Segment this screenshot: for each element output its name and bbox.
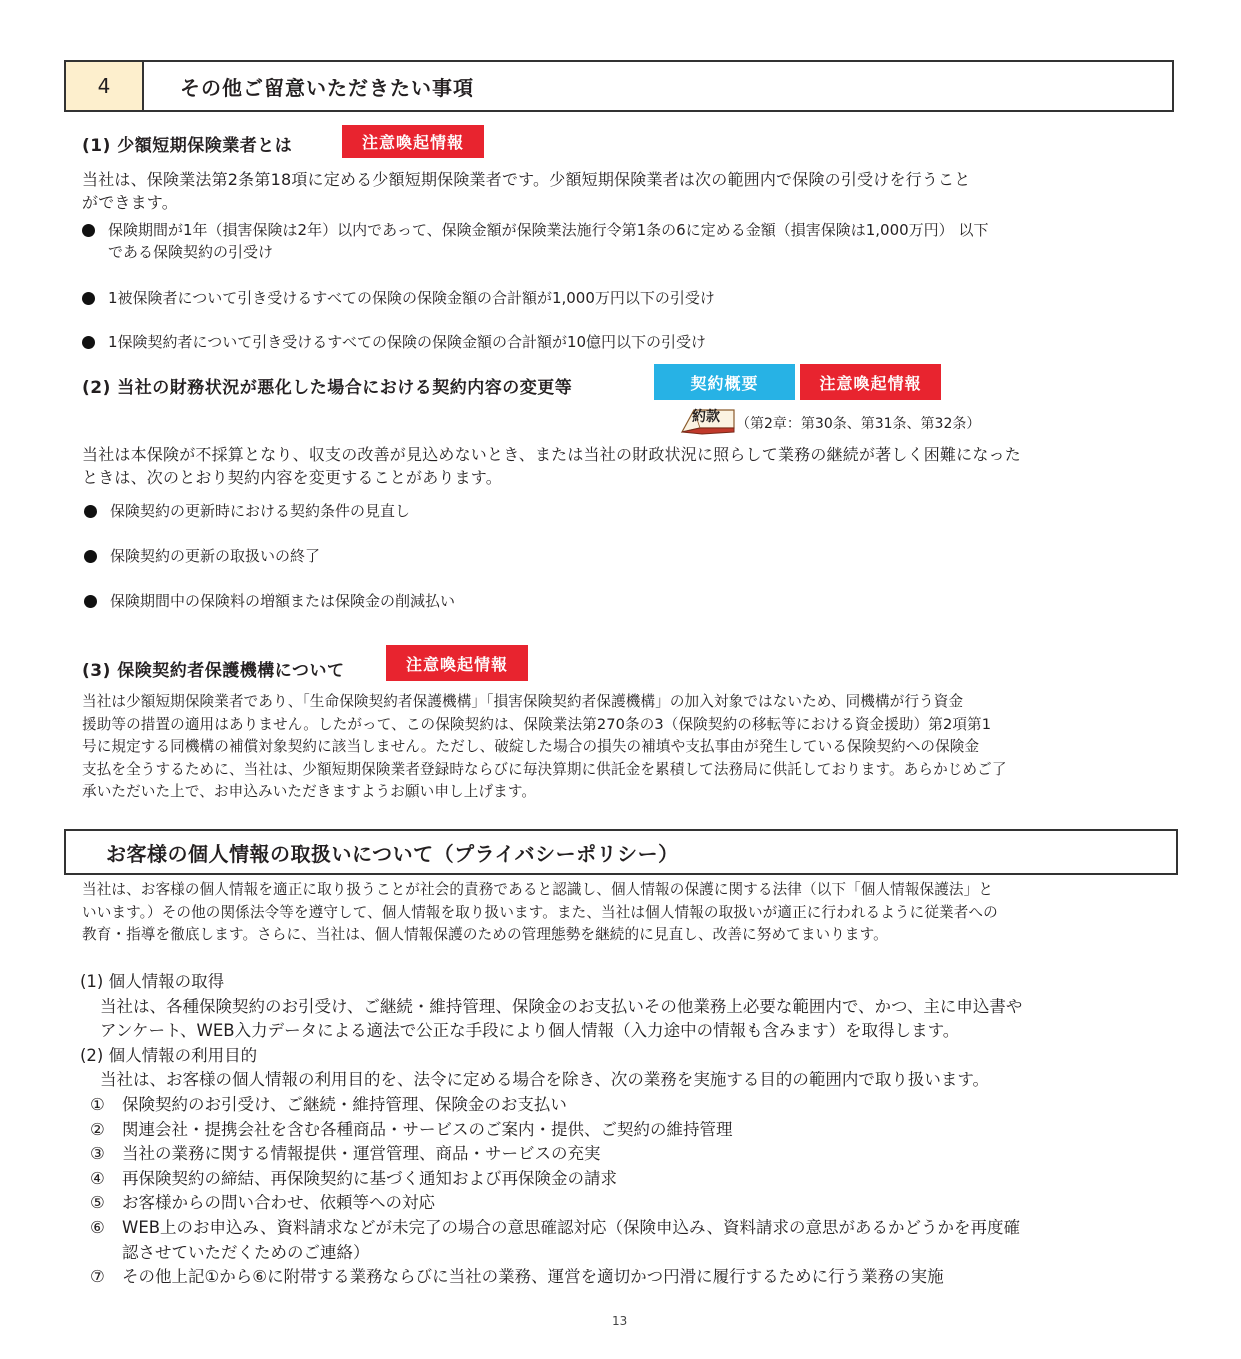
- bullet-icon: [82, 224, 95, 237]
- list-item: [108, 219, 988, 263]
- purpose-item: [80, 1191, 1022, 1216]
- bullet-icon: [84, 550, 97, 563]
- text-line: 当社は、保険業法第2条第18項に定める少額短期保険業者です。少額短期保険業者は次の範囲内で保険の引受けを行うこと: [82, 170, 971, 189]
- list-item: 保険期間中の保険料の増額または保険金の削減払い: [110, 592, 456, 610]
- text-line: ができます。: [82, 193, 178, 212]
- text-line: いいます。）その他の関係法令等を遵守して、個人情報を取り扱います。また、当社は個人情報の取扱いが適正に行われるように従業者への: [82, 903, 998, 921]
- text-line: 認させていただくためのご連絡）: [122, 1242, 370, 1262]
- text-line: 当社は少額短期保険業者であり、「生命保険契約者保護機構」「損害保険契約者保護機構」の加入対象ではないため、同機構が行う資金: [82, 693, 964, 710]
- clause-reference: （第2章：第30条、第31条、第32条）: [736, 416, 981, 432]
- sub3-paragraph: [82, 691, 1007, 804]
- privacy-body: [80, 970, 1022, 1290]
- bullet-icon: [84, 505, 97, 518]
- text-line: 援助等の措置の適用はありません。したがって、この保険契約は、保険業法第270条の3（保険契約の移転等における資金援助）第2項第1: [82, 715, 992, 733]
- bullet-icon: [82, 336, 95, 349]
- list-item: 1保険契約者について引き受けるすべての保険の保険金額の合計額が10億円以下の引受け: [108, 333, 707, 351]
- privacy-s2-heading: (2) 個人情報の利用目的: [80, 1045, 258, 1065]
- text-line: アンケート、WEB入力データによる適法で公正な手段により個人情報（入力途中の情報も含みます）を取得します。: [100, 1021, 960, 1041]
- sub2-paragraph: [82, 443, 1021, 489]
- sub1-paragraph: [82, 168, 970, 214]
- sub3-heading: (3) 保険契約者保護機構について: [82, 661, 345, 681]
- purpose-text: 当社の業務に関する情報提供・運営管理、商品・サービスの充実: [122, 1144, 601, 1164]
- text-line: 当社は、お客様の個人情報の利用目的を、法令に定める場合を除き、次の業務を実施する目的の範囲内で取り扱います。: [100, 1070, 990, 1090]
- caution-info-badge: 注意喚起情報: [342, 125, 484, 158]
- purpose-item: [80, 1265, 1022, 1290]
- section-number: 4: [66, 62, 144, 110]
- caution-info-badge: 注意喚起情報: [386, 645, 528, 681]
- text-line: 支払を全うするために、当社は、少額短期保険業者登録時ならびに毎決算期に供託金を累積して法務局に供託しております。あらかじめご了: [82, 760, 1007, 778]
- list-item: 保険契約の更新の取扱いの終了: [110, 547, 321, 565]
- text-line: 当社は、各種保険契約のお引受け、ご継続・維持管理、保険金のお支払いその他業務上必要な範囲内で、かつ、主に申込書や: [100, 996, 1023, 1016]
- contract-summary-badge: 契約概要: [654, 364, 795, 400]
- purpose-number: ②: [90, 1119, 105, 1139]
- text-line: WEB上のお申込み、資料請求などが未完了の場合の意思確認対応（保険申込み、資料請求の意思があるかどうかを再度確: [122, 1217, 1021, 1237]
- list-item: 1被保険者について引き受けるすべての保険の保険金額の合計額が1,000万円以下の引受け: [108, 289, 715, 307]
- list-item: 保険契約の更新時における契約条件の見直し: [110, 502, 411, 520]
- purpose-number: ④: [90, 1168, 105, 1188]
- privacy-intro: [82, 879, 998, 947]
- purpose-item: [80, 1167, 1022, 1192]
- bullet-icon: [84, 595, 97, 608]
- purpose-number: ⑦: [90, 1267, 105, 1287]
- page-number: 13: [612, 1314, 628, 1328]
- text-line: 保険期間が1年（損害保険は2年）以内であって、保険金額が保険業法施行令第1条の6に定める金額（損害保険は1,000万円） 以下: [108, 221, 989, 239]
- text-line: 当社は本保険が不採算となり、収支の改善が見込めないとき、または当社の財政状況に照らして業務の継続が著しく困難になった: [82, 445, 1021, 464]
- sub2-heading: (2) 当社の財務状況が悪化した場合における契約内容の変更等: [82, 378, 573, 398]
- caution-info-badge: 注意喚起情報: [800, 364, 941, 400]
- section-header: [64, 60, 1174, 112]
- purpose-text: 再保険契約の締結、再保険契約に基づく通知および再保険金の請求: [122, 1168, 617, 1188]
- sub1-heading: (1) 少額短期保険業者とは: [82, 136, 293, 156]
- purpose-text: 保険契約のお引受け、ご継続・維持管理、保険金のお支払い: [122, 1094, 567, 1114]
- purpose-number: ③: [90, 1144, 105, 1164]
- purpose-item: [80, 1118, 1022, 1143]
- text-line: ときは、次のとおり契約内容を変更することがあります。: [82, 468, 502, 487]
- privacy-s1-heading: (1) 個人情報の取得: [80, 972, 225, 991]
- book-label: 約款: [692, 409, 720, 425]
- text-line: である保険契約の引受け: [108, 243, 274, 261]
- purpose-text: [122, 1216, 1020, 1265]
- purpose-item: [80, 1142, 1022, 1167]
- section-title: その他ご留意いただきたい事項: [180, 75, 474, 100]
- purpose-number: ①: [90, 1094, 105, 1114]
- purpose-text: その他上記①から⑥に附帯する業務ならびに当社の業務、運営を適切かつ円滑に履行するために行う業務の実施: [122, 1267, 944, 1287]
- purpose-text: お客様からの問い合わせ、依頼等への対応: [122, 1193, 436, 1213]
- text-line: 当社は、お客様の個人情報を適正に取り扱うことが社会的責務であると認識し、個人情報の保護に関する法律（以下「個人情報保護法」と: [82, 881, 994, 898]
- text-line: 号に規定する同機構の補償対象契約に該当しません。ただし、破綻した場合の損失の補填や支払事由が発生している保険契約への保険金: [82, 738, 980, 755]
- purpose-number: ⑥: [90, 1217, 105, 1237]
- purpose-item: [80, 1216, 1022, 1265]
- purpose-text: 関連会社・提携会社を含む各種商品・サービスのご案内・提供、ご契約の維持管理: [122, 1119, 733, 1139]
- text-line: 教育・指導を徹底します。さらに、当社は、個人情報保護のための管理態勢を継続的に見直し、改善に努めてまいります。: [82, 926, 888, 943]
- text-line: 承いただいた上で、お申込みいただきますようお願い申し上げます。: [82, 783, 537, 800]
- bullet-icon: [82, 292, 95, 305]
- purpose-number: ⑤: [90, 1193, 105, 1213]
- privacy-header: お客様の個人情報の取扱いについて（プライバシーポリシー）: [64, 829, 1178, 875]
- purpose-item: [80, 1093, 1022, 1118]
